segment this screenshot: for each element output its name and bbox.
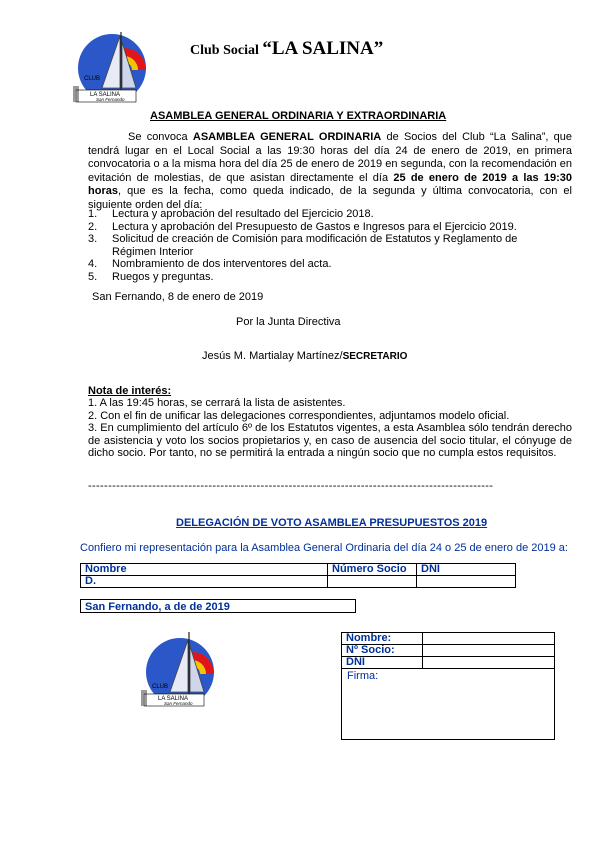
logo-name: LA SALINA: [90, 92, 121, 98]
sig-dni-label: DNI: [342, 657, 423, 669]
delegation-title: DELEGACIÓN DE VOTO ASAMBLEA PRESUPUESTOS 2019: [176, 517, 488, 529]
intro-paragraph: Se convoca ASAMBLEA GENERAL ORDINARIA de Socios del Club “La Salina”, que tendrá lugar en el Local Social a las 19:30 horas del día 24 de enero de 2019, en primera convocatoria o a la misma hora del día 25 de enero de 2019 en segunda, con la recomendación en evitación de molestias, de que asistan directamente el día 25 de enero de 2019 a las 19:30 horas, que es la fecha, como queda indicado, de la segunda y última convocatoria, con el siguiente orden del día:: [88, 131, 573, 211]
date-signature-line[interactable]: San Fernando, a de de 2019: [80, 599, 356, 613]
agenda-item: 1. Lectura y aprobación del resultado del Ejercicio 2018.: [88, 208, 374, 220]
col-numero-socio: Número Socio: [328, 564, 417, 576]
club-logo: [72, 28, 162, 118]
junta-line: Por la Junta Directiva: [236, 316, 341, 328]
club-prefix: Club Social: [190, 43, 259, 58]
logo-club-text: CLUB: [84, 76, 101, 82]
sig-socio-label: Nº Socio:: [342, 645, 423, 657]
sig-nombre-field[interactable]: [423, 633, 555, 645]
delegate-socio-field[interactable]: [328, 576, 417, 588]
notes-title: Nota de interés:: [88, 385, 172, 397]
note-item: 2. Con el fin de unificar las delegaciones correspondientes, adjuntamos modelo oficial.: [88, 409, 510, 422]
secretary-line: Jesús M. Martialay Martínez/SECRETARIO: [202, 350, 408, 362]
separator: -----------------------------------------------------------------------------------------------------: [88, 480, 494, 492]
sig-socio-field[interactable]: [423, 645, 555, 657]
sig-firma-label[interactable]: Firma:: [347, 670, 379, 682]
note-item: 1. A las 19:45 horas, se cerrará la lista de asistentes.: [88, 397, 346, 409]
sig-dni-field[interactable]: [423, 657, 555, 669]
club-name: “LA SALINA”: [262, 38, 384, 59]
page-title: ASAMBLEA GENERAL ORDINARIA Y EXTRAORDINARIA: [150, 110, 447, 122]
delegate-dni-field[interactable]: [417, 576, 516, 588]
club-logo-bottom: [140, 632, 230, 722]
delegate-name-field[interactable]: D.: [81, 576, 328, 588]
signature-table: [341, 632, 555, 669]
agenda-item: 5. Ruegos y preguntas.: [88, 270, 214, 283]
agenda-item: 3. Solicitud de creación de Comisión para modificación de Estatutos y Reglamento de Régimen Interior: [88, 233, 518, 258]
sig-nombre-label: Nombre:: [342, 633, 423, 645]
note-item: 3. En cumplimiento del artículo 6º de los Estatutos vigentes, a esta Asamblea sólo tendrán derecho de asistencia y voto los socios propietarios y, en caso de ausencia del socio titular, el cónyuge de dicho socio. Por tanto, no se permitirá la entrada a ningún socio que no cumpla estos requisitos.: [88, 422, 572, 460]
col-nombre: Nombre: [81, 564, 328, 576]
col-dni: DNI: [417, 564, 516, 576]
date-line: San Fernando, 8 de enero de 2019: [92, 291, 264, 303]
logo-place-bottom: San Fernando: [164, 701, 193, 706]
logo-club-text-bottom: CLUB: [152, 684, 169, 690]
club-title: [190, 38, 383, 60]
agenda-item: 2. Lectura y aprobación del Presupuesto de Gastos e Ingresos para el Ejercicio 2019.: [88, 220, 517, 233]
agenda-item: 4. Nombramiento de dos interventores del acta.: [88, 258, 332, 271]
logo-place: San Fernando: [96, 97, 125, 102]
agenda-list: [88, 208, 528, 284]
delegation-text: Confiero mi representación para la Asamblea General Ordinaria del día 24 o 25 de enero de 2019 a:: [80, 542, 568, 554]
notes-list: [88, 397, 572, 460]
logo-name-bottom: LA SALINA: [158, 696, 189, 702]
delegate-table: [80, 563, 516, 588]
